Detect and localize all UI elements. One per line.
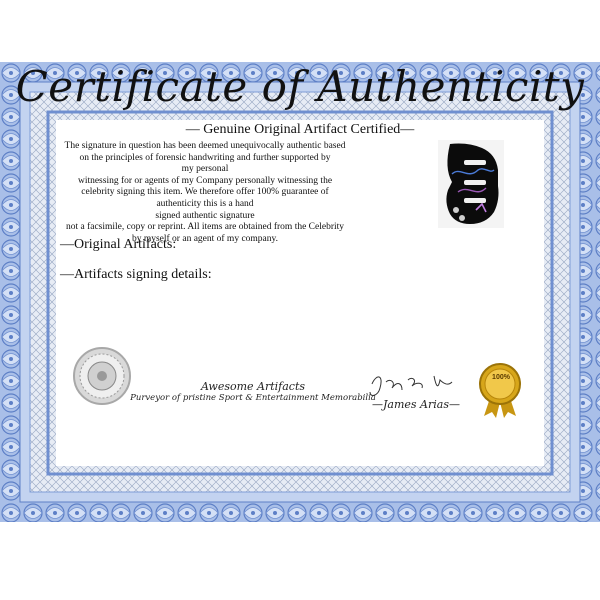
badge-text: 100%	[492, 374, 510, 381]
gold-guarantee-badge-icon	[470, 360, 530, 420]
statement-line: my personal	[181, 164, 229, 175]
certificate-subtitle: — Genuine Original Artifact Certified—	[185, 122, 415, 137]
statement-line: not a facsimile, copy or reprint. All items are obtained from the Celebrity	[65, 222, 345, 233]
signed-guitar-pickguard-image	[438, 140, 504, 228]
statement-line: witnessing for or agents of my Company personally witnessing the	[77, 175, 333, 186]
company-name: Awesome Artifacts	[200, 380, 306, 393]
statement-line: The signature in question has been deemed unequivocally authentic based	[64, 141, 346, 151]
authenticity-statement	[60, 141, 350, 245]
company-block	[118, 380, 388, 403]
certificate-title: Certificate of Authenticity	[15, 62, 585, 111]
company-tagline: Purveyor of pristine Sport & Entertainment Memorabilia	[130, 393, 376, 403]
signing-details-label: —Artifacts signing details:	[60, 267, 212, 282]
statement-line: celebrity signing this item. We therefore offer 100% guarantee of	[81, 187, 329, 198]
statement-line: on the principles of forensic handwriting and further supported by	[79, 152, 331, 163]
original-artifacts-label: —Original Artifacts:	[60, 237, 177, 252]
statement-line: by myself or an agent of my company.	[131, 233, 279, 244]
signer-name: —James Arias—	[372, 398, 460, 411]
statement-line: signed authentic signature	[155, 210, 255, 221]
statement-line: authenticity this is a hand	[156, 198, 254, 209]
